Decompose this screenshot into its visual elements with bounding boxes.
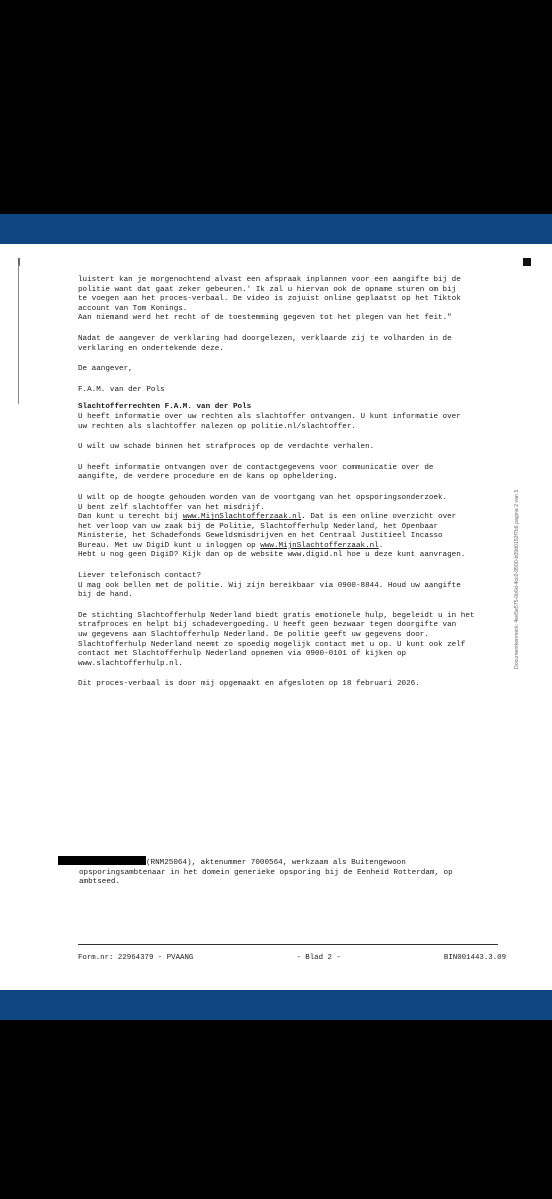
progress-text-b: . Dat is een online overzicht over het verloop van uw zaak bij de Politie, Slachtofferhulp Nederland, het Openbaar Ministerie, het Schadefonds Geweldsmisdrijven en het Centraal Justitieel Incasso Bureau. Met uw DigiD kunt u inloggen op (78, 513, 457, 550)
phone-contact-paragraph: Liever telefonisch contact? U mag ook bellen met de politie. Wij zijn bereikbaar via 0900-8844. Houd uw aangifte bij de hand. (78, 572, 461, 600)
bottom-blue-band (0, 990, 552, 1020)
statement-end-paragraph: luistert kan je morgenochtend alvast een afspraak inplannen voor een aangifte bij de politie want dat gaat zeker gebeuren.' Ik zal u hiervan ook de opname sturen om bij te voegen aan het proces-verbaal. De video is zojuist online geplaatst op het Tiktok account van Tom Konings. Aan niemand werd het recht of de toestemming gegeven tot het plegen van het feit." (78, 276, 461, 323)
document-stamp: Documentkenmerk: 4ee5e575-0b6d-4cc0-9500-b09d0152f7b6 pagina 2 van 3 (514, 489, 520, 669)
confirmation-paragraph: Nadat de aangever de verklaring had doorgelezen, verklaarde zij te volharden in de verklaring en ondertekende deze. (78, 334, 452, 353)
damages-paragraph: U wilt uw schade binnen het strafproces op de verdachte verhalen. (78, 443, 375, 452)
officer-line-1: (RNM25064), aktenummer 7000564, werkzaam als Buitengewoon (146, 859, 406, 867)
officer-block (58, 856, 478, 888)
document-code: BIN001443.3.09 (443, 954, 506, 962)
top-blue-band (0, 214, 552, 244)
officer-line-3: ambtseed. (79, 878, 121, 887)
footer-divider (78, 944, 498, 945)
contact-info-paragraph: U heeft informatie ontvangen over de contactgegevens voor communicatie over de aangifte, de verdere procedure en de kans op opheldering. (78, 463, 434, 482)
document-page[interactable] (0, 244, 552, 990)
scan-corner-mark-right (523, 258, 531, 266)
progress-text-a: U wilt op de hoogte gehouden worden van de voortgang van het opsporingsonderzoek. U bent zelf slachtoffer van het misdrijf. Dan kunt u terecht bij (78, 493, 448, 522)
declarant-label: De aangever, (78, 365, 133, 374)
page-number: - Blad 2 - (296, 954, 341, 962)
letter-body (78, 276, 478, 701)
mijnslachtofferzaak-link-2[interactable]: www.MijnSlachtofferzaak.nl (260, 541, 379, 550)
scan-edge-line (18, 264, 19, 404)
progress-paragraph (78, 494, 478, 561)
rights-info-paragraph: U heeft informatie over uw rechten als slachtoffer ontvangen. U kunt informatie over uw rechten als slachtoffer nalezen op politie.nl/slachtoffer. (78, 412, 461, 431)
rights-heading: Slachtofferrechten F.A.M. van der Pols (78, 403, 252, 412)
form-number: Form.nr: 22964379 - PVAANG (78, 954, 194, 962)
closing-paragraph: Dit proces-verbaal is door mij opgemaakt en afgesloten op 18 februari 2026. (78, 680, 420, 689)
victim-support-paragraph: De stichting Slachtofferhulp Nederland biedt gratis emotionele hulp, begeleidt u in het strafproces en helpt bij schadevergoeding. U heeft geen bezwaar tegen doorgifte van uw gegevens aan Slachtofferhulp Nederland. De politie geeft uw gegevens door. Slachtofferhulp Nederland neemt zo spoedig mogelijk contact met u op. U kunt ook zelf contact met Slachtofferhulp Nederland opnemen via 0900-0101 of kijken op www.slachtofferhulp.nl. (78, 611, 475, 668)
progress-text-c: . Hebt u nog geen DigiD? Kijk dan op de website www.digid.nl hoe u deze kunt aanvragen. (78, 541, 466, 560)
page-footer (78, 954, 506, 962)
redaction-bar (58, 856, 146, 865)
mijnslachtofferzaak-link-1[interactable]: www.MijnSlachtofferzaak.nl (182, 513, 302, 522)
signer-name: F.A.M. van der Pols (78, 385, 165, 394)
officer-line-2: opsporingsambtenaar in het domein generieke opsporing bij de Eenheid Rotterdam, op (79, 868, 453, 877)
